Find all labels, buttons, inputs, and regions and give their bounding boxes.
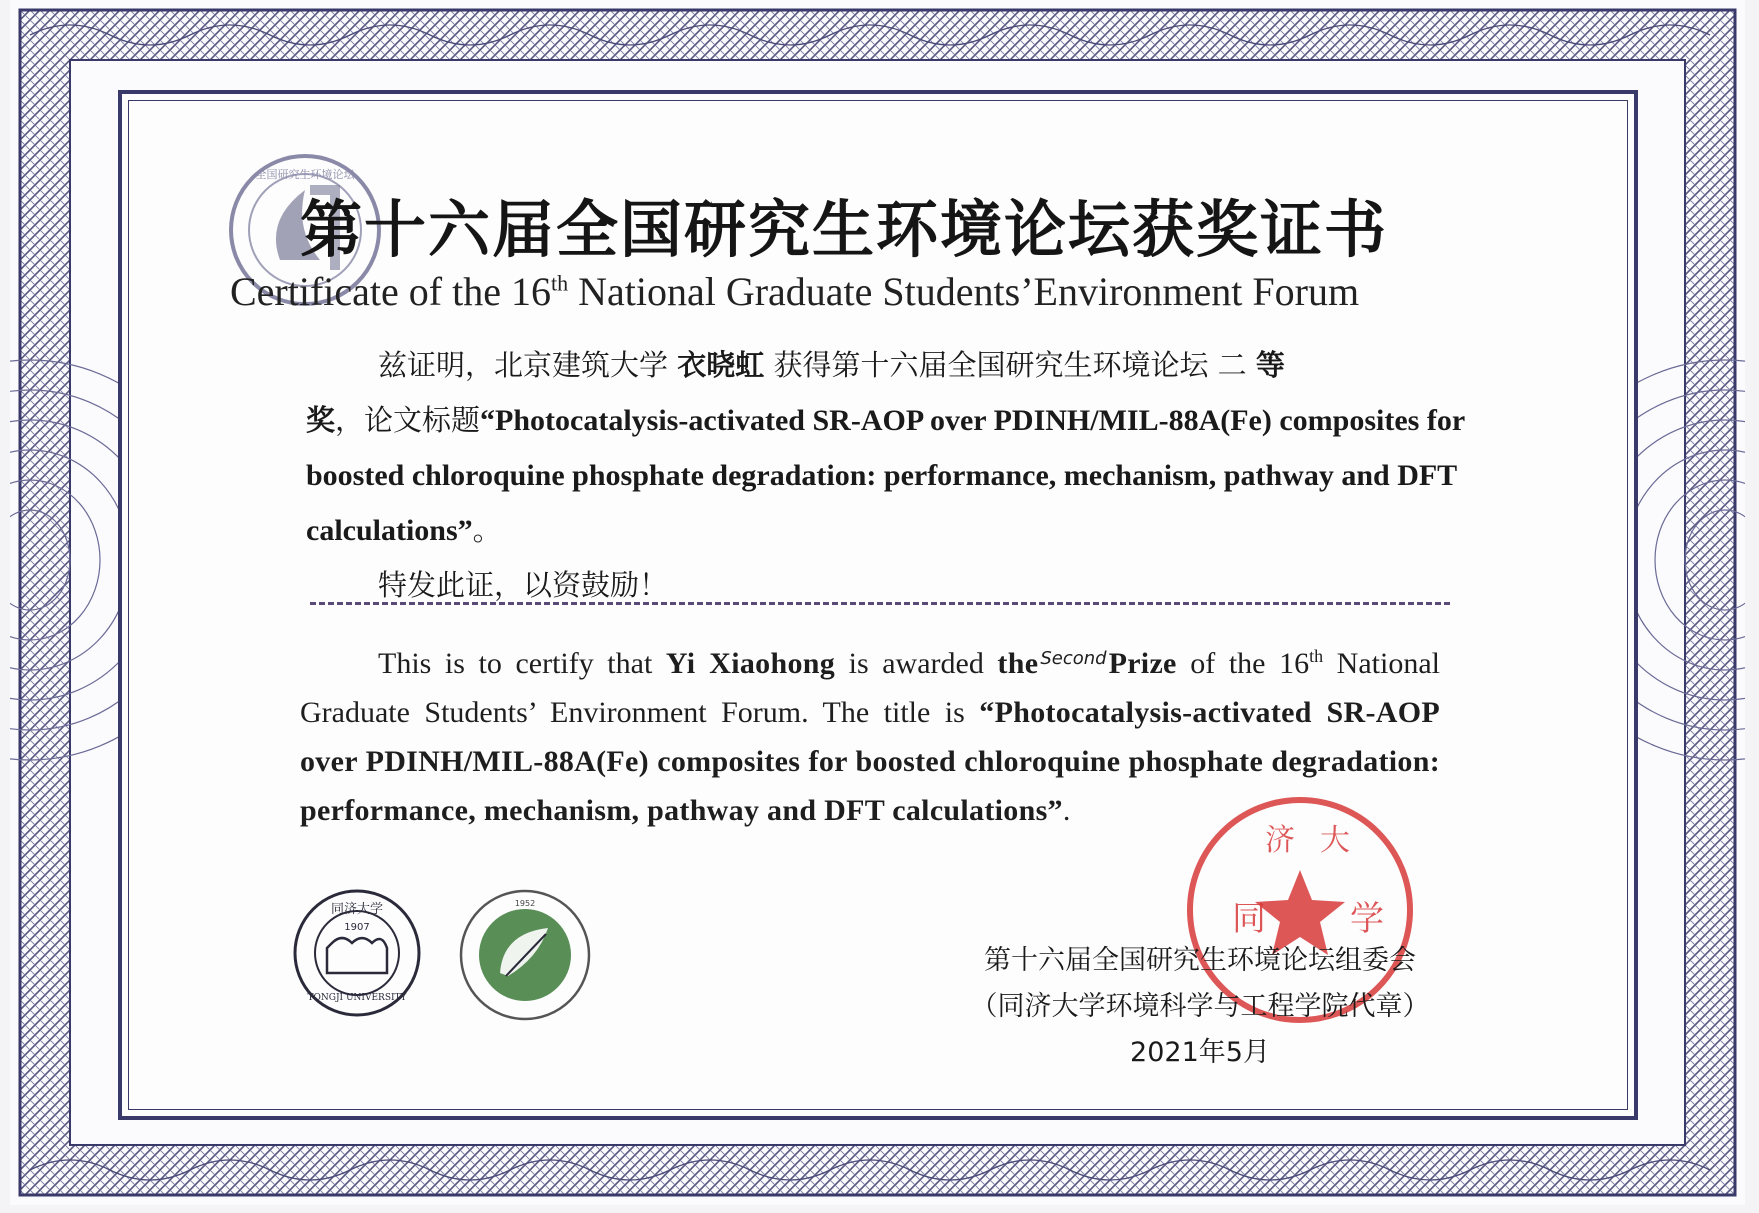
seal-char-2: 济 bbox=[1265, 823, 1295, 858]
prize-char-2: 奖 bbox=[306, 403, 336, 437]
certificate bbox=[10, 0, 1745, 1205]
en-end: . bbox=[1062, 794, 1071, 827]
committee-signature bbox=[940, 938, 1460, 1076]
tongji-bottom-text: TONGJI UNIVERSITY bbox=[307, 993, 407, 1003]
seal-char-1: 同 bbox=[1232, 899, 1266, 939]
tongji-university-logo bbox=[292, 888, 422, 1018]
college-logo bbox=[458, 888, 593, 1023]
handwritten-rank: Second bbox=[1040, 648, 1107, 669]
en-the: the bbox=[997, 647, 1039, 680]
issue-date: 2021年5月 bbox=[1130, 1037, 1270, 1068]
en-sup: th bbox=[1309, 646, 1324, 666]
tongji-top-text: 同济大学 bbox=[330, 902, 384, 917]
seal-char-3: 大 bbox=[1320, 823, 1350, 858]
dashed-divider bbox=[310, 602, 1450, 605]
seal-char-4: 学 bbox=[1350, 899, 1384, 939]
title-en-suffix: National Graduate Students’Environment Forum bbox=[568, 269, 1360, 314]
en-forum: National Graduate Students’ Environment Forum. The title is bbox=[300, 647, 1440, 729]
recipient-name-cn: 衣晓虹 bbox=[677, 348, 765, 382]
cn-end-mark: 。 bbox=[472, 513, 502, 547]
title-en-prefix: Certificate of the 16 bbox=[230, 269, 551, 314]
forum-logo-ring-text: 全国研究生环境论坛 bbox=[255, 168, 355, 181]
cn-line2-a: ，论文标题 bbox=[335, 403, 481, 437]
title-english bbox=[230, 268, 1550, 315]
prize-char-1: 等 bbox=[1255, 348, 1285, 382]
cn-line1-a: 兹证明，北京建筑大学 bbox=[378, 348, 678, 382]
title-chinese: 第十六届全国研究生环境论坛获奖证书 bbox=[300, 193, 1389, 266]
chinese-body bbox=[306, 338, 1466, 613]
committee-proxy-seal: （同济大学环境科学与工程学院代章） bbox=[970, 991, 1430, 1022]
en-prize: Prize bbox=[1108, 647, 1177, 680]
committee-name: 第十六届全国研究生环境论坛组委会 bbox=[984, 945, 1416, 976]
paper-title-en: “Photocatalysis-activated SR-AOP over PDINH/MIL-88A(Fe) composites for boosted chloroquine phosphate degradation: performance, mechanism, pathway and DFT calculations” bbox=[300, 696, 1440, 827]
en-awarded: is awarded bbox=[835, 647, 998, 680]
cn-closing: 特发此证，以资鼓励！ bbox=[378, 568, 669, 602]
cn-line1-b: 获得第十六届全国研究生环境论坛 二 bbox=[764, 348, 1256, 382]
title-en-sup: th bbox=[550, 270, 569, 296]
tongji-year: 1907 bbox=[344, 922, 370, 933]
en-intro: This is to certify that bbox=[378, 647, 666, 680]
recipient-name-en: Yi Xiaohong bbox=[665, 647, 836, 680]
paper-title-cn-section: “Photocatalysis-activated SR-AOP over PDINH/MIL-88A(Fe) composites for boosted chloroquine phosphate degradation: performance, mechanism, pathway and DFT calculations” bbox=[306, 404, 1465, 547]
college-year: 1952 bbox=[514, 899, 536, 908]
en-of-the: of the 16 bbox=[1176, 647, 1310, 680]
